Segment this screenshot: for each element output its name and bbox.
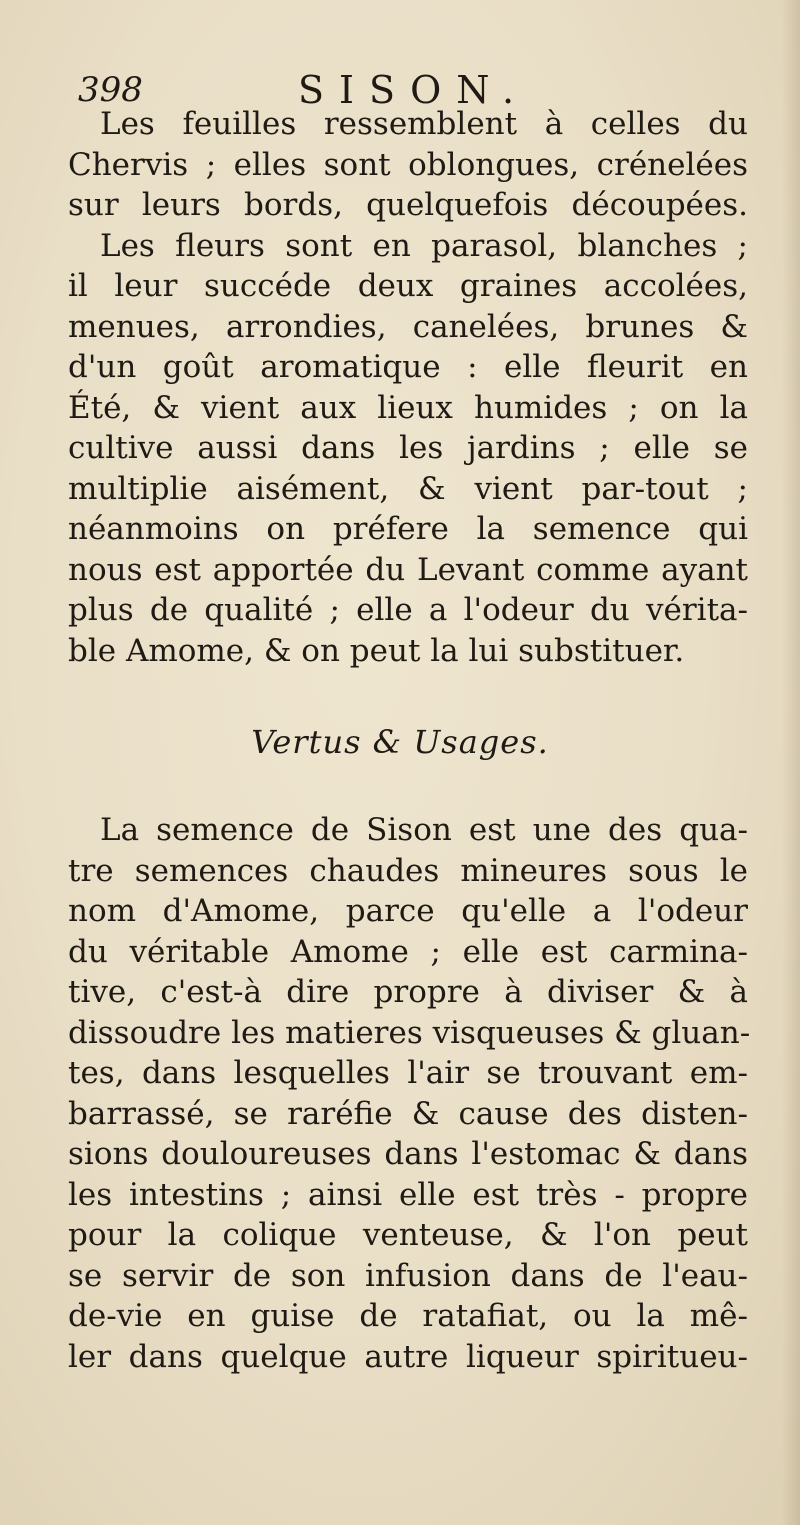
text-line: sions douloureuses dans l'estomac & dans — [68, 1136, 748, 1172]
text-line: de-vie en guise de ratafiat, ou la mê- — [68, 1298, 748, 1334]
paragraph-uses — [68, 810, 751, 1377]
text-line: ler dans quelque autre liqueur spiritueu- — [68, 1338, 748, 1375]
running-title: SISON. — [298, 68, 530, 112]
text-line: pour la colique venteuse, & l'on peut — [68, 1217, 748, 1253]
text-line: plus de qualité ; elle a l'odeur du vérita- — [68, 592, 748, 628]
text-line: Les feuilles ressemblent à celles du — [100, 106, 748, 142]
text-line: sur leurs bords, quelquefois découpées. — [68, 187, 748, 223]
text-line: ble Amome, & on peut la lui substituer. — [68, 632, 685, 669]
text-line: Été, & vient aux lieux humides ; on la — [68, 389, 748, 426]
text-line: nous est apportée du Levant comme ayant — [68, 551, 748, 588]
text-line: les intestins ; ainsi elle est très - propre — [68, 1176, 748, 1213]
page-number: 398 — [78, 70, 143, 110]
text-line: menues, arrondies, canelées, brunes & — [68, 308, 748, 345]
text-line: d'un goût aromatique : elle fleurit en — [68, 349, 748, 385]
text-line: néanmoins on préfere la semence qui — [68, 511, 748, 547]
text-line: multiplie aisément, & vient par-tout ; — [68, 470, 748, 507]
text-line: La semence de Sison est une des qua- — [100, 812, 748, 848]
text-line: du véritable Amome ; elle est carmina- — [68, 933, 748, 970]
text-line: se servir de son infusion dans de l'eau- — [68, 1257, 748, 1294]
text-line: Les fleurs sont en parasol, blanches ; — [100, 227, 748, 264]
text-line: tive, c'est-à dire propre à diviser & à — [68, 974, 748, 1010]
text-line: nom d'Amome, parce qu'elle a l'odeur — [68, 893, 748, 929]
section-heading: Vertus & Usages. — [251, 723, 549, 761]
text-line: tes, dans lesquelles l'air se trouvant em- — [68, 1055, 748, 1091]
text-line: barrassé, se raréfie & cause des disten- — [68, 1095, 748, 1132]
paragraph-description — [68, 104, 748, 671]
text-line: dissoudre les matieres visqueuses & gluan- — [68, 1014, 751, 1051]
text-line: il leur succéde deux graines accolées, — [68, 268, 748, 304]
text-line: Chervis ; elles sont oblongues, crénelées — [68, 146, 748, 183]
text-line: tre semences chaudes mineures sous le — [68, 852, 748, 889]
text-line: cultive aussi dans les jardins ; elle se — [68, 430, 748, 466]
